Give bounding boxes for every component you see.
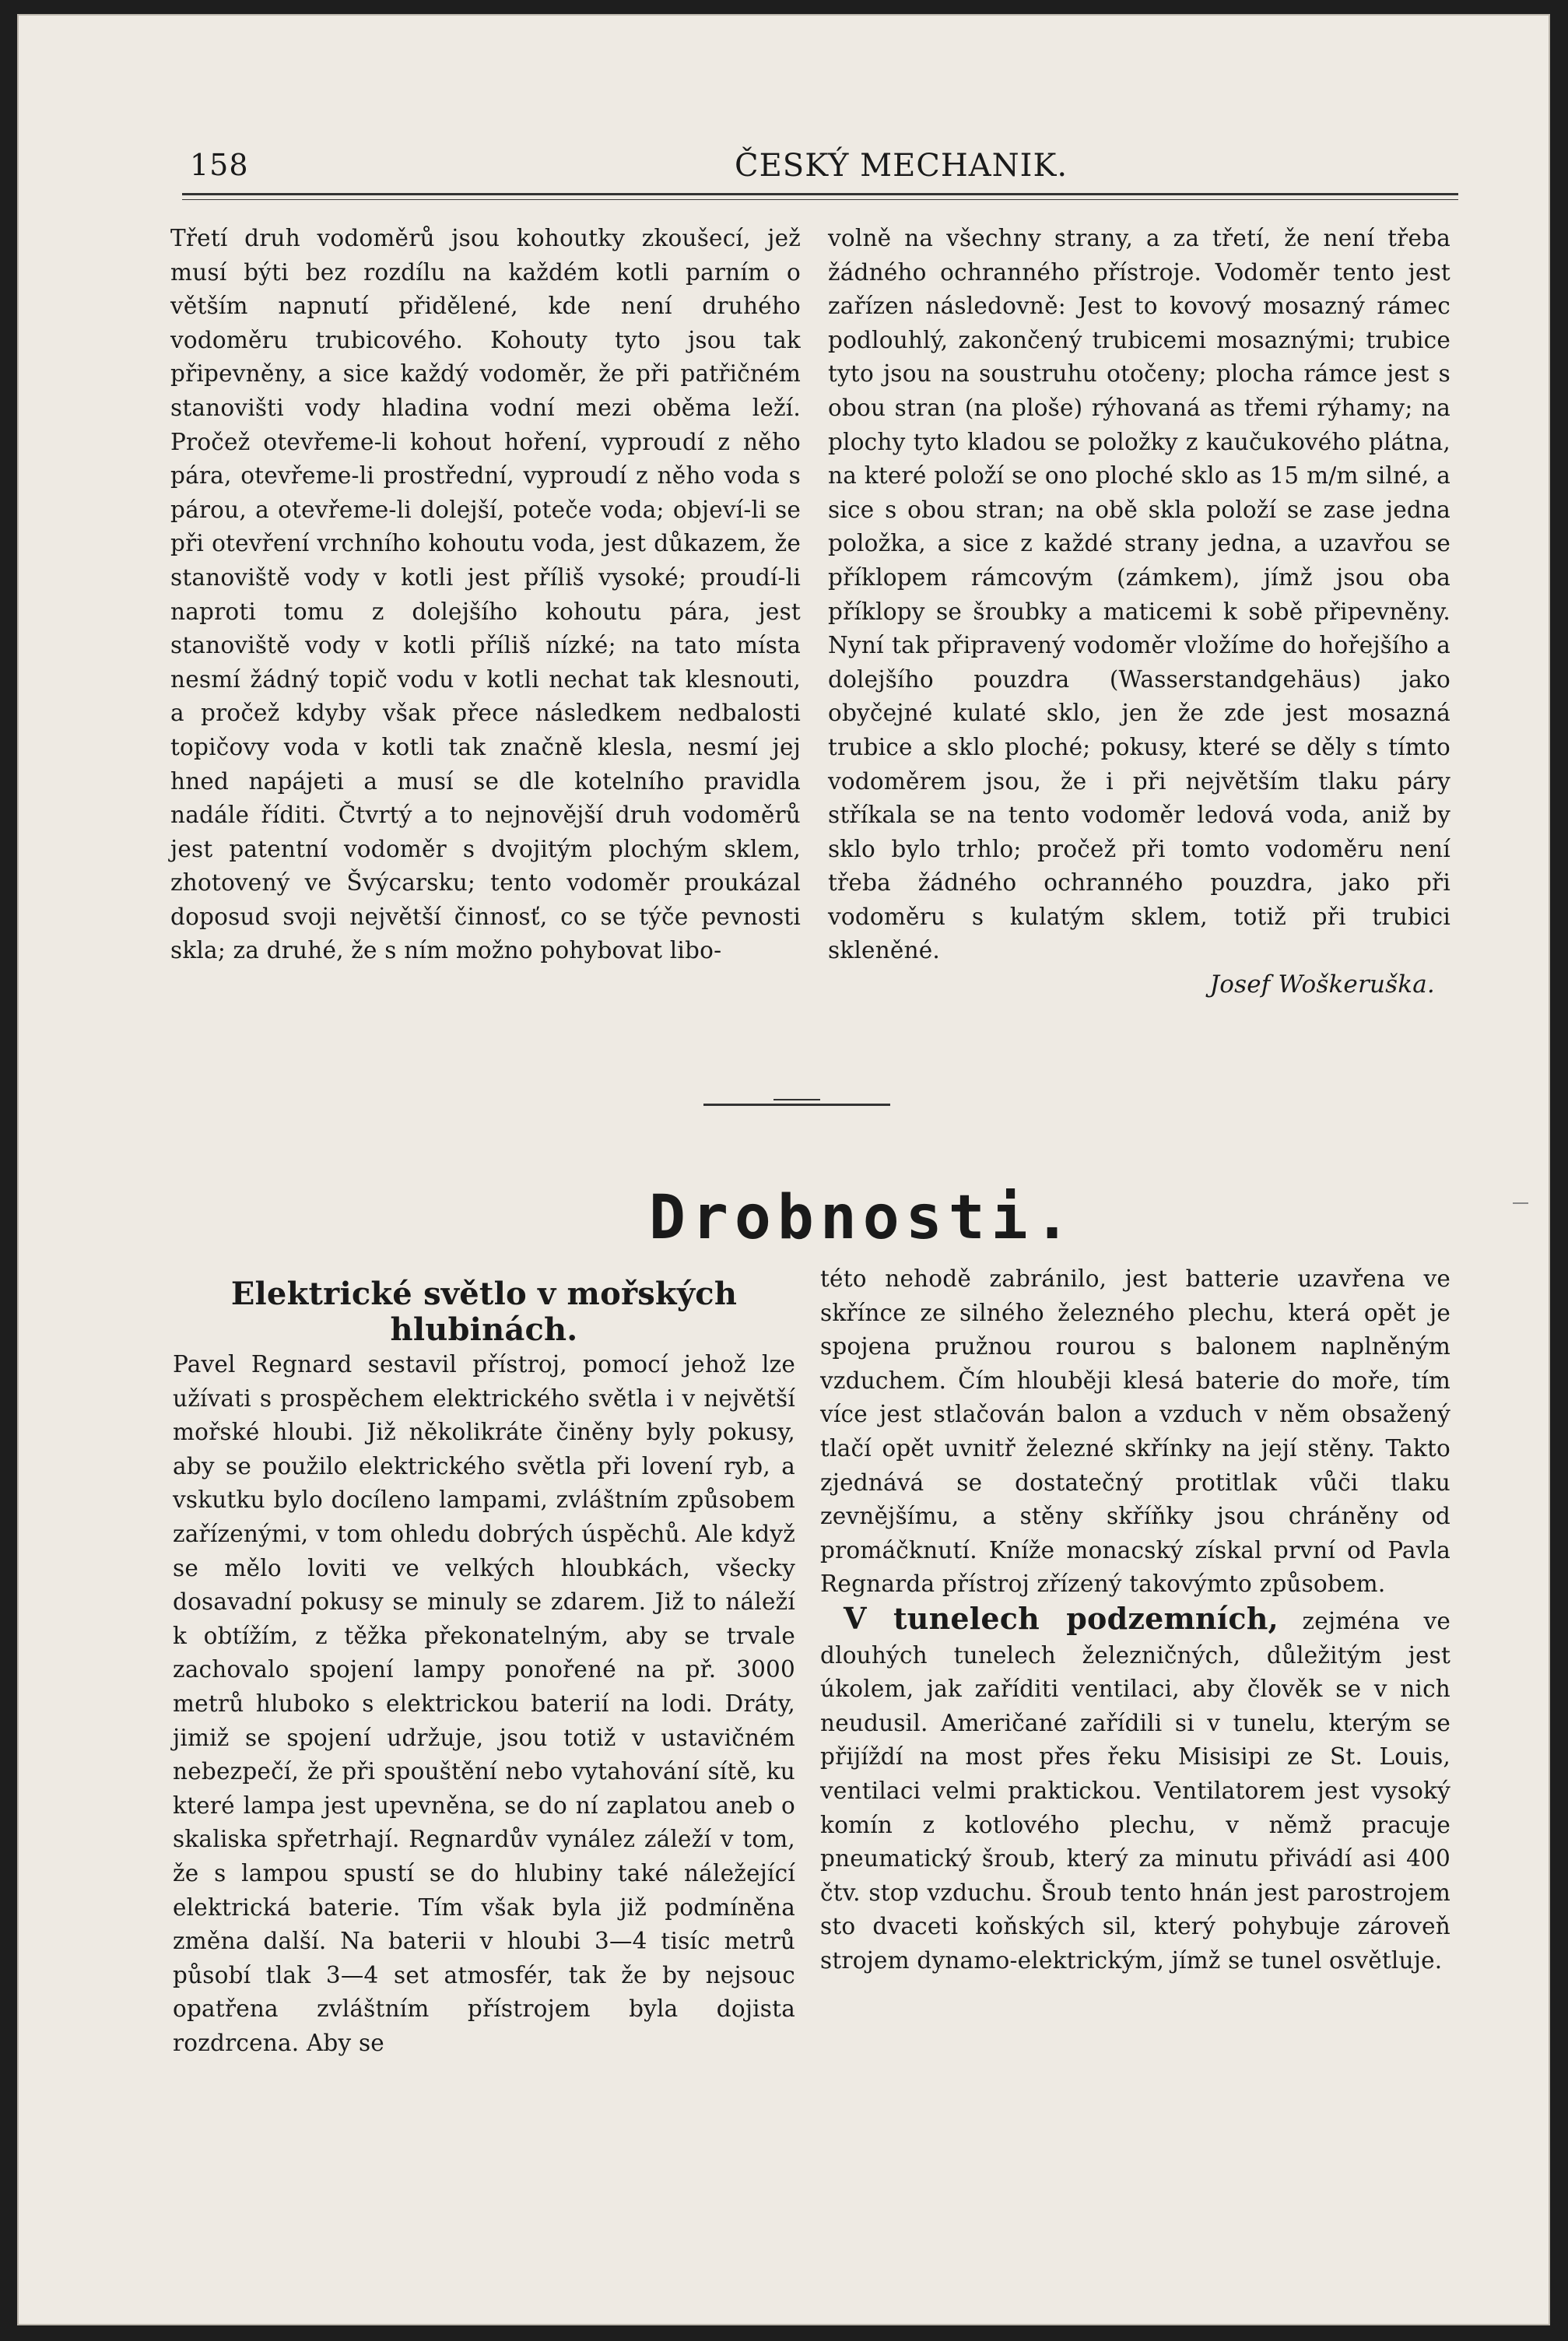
- section-title: Drobnosti.: [649, 1183, 1077, 1253]
- item-text-tunnels: zejména ve dlouhých tunelech železničných, důležitým jest úkolem, jak zaříditi ventilaci, aby člověk se v nich neudusil. Američané zařídili si v tunelu, kterým se přijíždí na most přes řeku Misisipi ze St. Louis, ventilaci velmi praktickou. Ventilatorem jest vysoký komín z kotlového plechu, v němž pracuje pneumatický šroub, který za minutu přivádí asi 400 čtv. stop vzduchu. Šroub tento hnán jest parostrojem sto dvaceti koňských sil, který pohybuje zároveň strojem dynamo-elektrickým, jímž se tunel osvětluje.: [820, 1607, 1451, 1974]
- running-title: ČESKÝ MECHANIK.: [735, 148, 1068, 184]
- article-text-right: volně na všechny strany, a za třetí, že není třeba žádného ochranného přístroje. Vodoměr tento jest zařízen následovně: Jest to kovový mosazný rámec podlouhlý, zakončený trubicemi mosaznými; trubice tyto jsou na soustruhu otočeny; plocha rámce jest s obou stran (na ploše) rýhovaná as třemi rýhamy; na plochy tyto kladou se položky z kaučukového plátna, na které položí se ono ploché sklo as 15 m/m silné, a sice s obou stran; na obě skla položí se zase jedna položka, a sice z každé strany jedna, a uzavřou se příklopem rámcovým (zámkem), jímž jsou oba příklopy se šroubky a maticemi k sobě připevněny. Nyní tak připravený vodoměr vložíme do hořejšího a dolejšího pouzdra (Wasserstandgehäus) jako obyčejné kulaté sklo, jen že zde jest mosazná trubice a sklo ploché; pokusy, které se děly s tímto vodoměrem jsou, že i při největším tlaku páry stříkala se na tento vodoměr ledová voda, aniž by sklo bylo trhlo; pročež při tomto vodoměru není třeba žádného ochranného pouzdra, jako při vodoměru s kulatým sklem, totiž při trubici skleněné.: [828, 225, 1450, 964]
- article-author: Josef Woškeruška.: [1209, 970, 1435, 999]
- article-text-left: Třetí druh vodoměrů jsou kohoutky zkoušecí, jež musí býti bez rozdílu na každém kotli parním o větším napnutí přidělené, kde není druhého vodoměru trubicového. Kohouty tyto jsou tak připevněny, a sice každý vodoměr, že při patřičném stanovišti vody hladina vodní mezi oběma leží. Pročež otevřeme-li kohout hoření, vyproudí z něho pára, otevřeme-li prostřední, vyproudí z něho voda s párou, a otevřeme-li dolejší, poteče voda; objeví-li se při otevření vrchního kohoutu voda, jest důkazem, že stanoviště vody v kotli jest příliš vysoké; proudí-li naproti tomu z dolejšího kohoutu pára, jest stanoviště vody v kotli příliš nízké; na tato místa nesmí žádný topič vodu v kotli nechat tak klesnouti, a pročež kdyby však přece následkem nedbalosti topičovy voda v kotli tak značně klesla, nesmí jej hned napájeti a musí se dle kotelního pravidla nadále říditi. Čtvrtý a to nejnovější druh vodoměrů jest patentní vodoměr s dvojitým plochým sklem, zhotovený ve Švýcarsku; tento vodoměr proukázal doposud svoji největší činnosť, co se týče pevnosti skla; za druhé, že s ním možno pohybovat libo-: [170, 225, 801, 964]
- page-number: 158: [190, 148, 249, 182]
- header-rule: [182, 193, 1458, 195]
- page: [17, 14, 1550, 2325]
- header-rule-thin: [182, 199, 1458, 200]
- item-text-electric-light: Pavel Regnard sestavil přístroj, pomocí jehož lze užívati s prospěchem elektrického světla i v největší mořské hloubi. Již několikráte činěny byly pokusy, aby se použilo elektrického světla při lovení ryb, a vskutku bylo docíleno lampami, zvláštním způsobem zařízenými, v tom ohledu dobrých úspěchů. Ale když se mělo loviti ve velkých hloubkách, všecky dosavadní pokusy se minuly se zdarem. Již to náleží k obtížím, z těžka překonatelným, aby se trvale zachovalo spojení lampy ponořené na př. 3000 metrů hluboko s elektrickou baterií na lodi. Dráty, jimiž se spojení udržuje, jsou totiž v ustavičném nebezpečí, že při spouštění nebo vytahování sítě, ku které lampa jest upevněna, se do ní zaplatou aneb o skaliska spřetrhají. Regnardův vynález záleží v tom, že s lampou spustí se do hlubiny také náležející elektrická baterie. Tím však byla již podmíněna změna další. Na baterii v hloubi 3—4 tisíc metrů působí tlak 3—4 set atmosfér, tak že by nejsouc opatřena zvláštním přístrojem byla dojista rozdrcena. Aby se: [173, 1351, 795, 2056]
- item-text-electric-light-cont: této nehodě zabránilo, jest batterie uzavřena ve skřínce ze silného železného plechu, která opět je spojena pružnou rourou s balonem naplněným vzduchem. Čím hlouběji klesá baterie do moře, tím více jest stlačován balon a vzduch v něm obsažený tlačí opět uvnitř železné skřínky na její stěny. Takto zjednává se dostatečný protitlak vůči tlaku zevnějšímu, a stěny skříňky jsou chráněny od promáčknutí. Kníže monacský získal první od Pavla Regnarda přístroj zřízený takovýmto způsobem.: [820, 1265, 1450, 1598]
- item-heading-electric-light: Elektrické světlo v mořských hlubinách.: [230, 1276, 738, 1348]
- section-separator-ornament: [773, 1099, 820, 1100]
- item-heading-tunnels: V tunelech podzemních,: [844, 1600, 1279, 1636]
- news-column-right: [820, 1262, 1450, 1978]
- news-column-left: [173, 1276, 795, 2060]
- margin-mark: [1513, 1202, 1528, 1204]
- article-column-left: [170, 222, 801, 968]
- section-separator: [703, 1104, 890, 1106]
- article-column-right: [828, 222, 1450, 1002]
